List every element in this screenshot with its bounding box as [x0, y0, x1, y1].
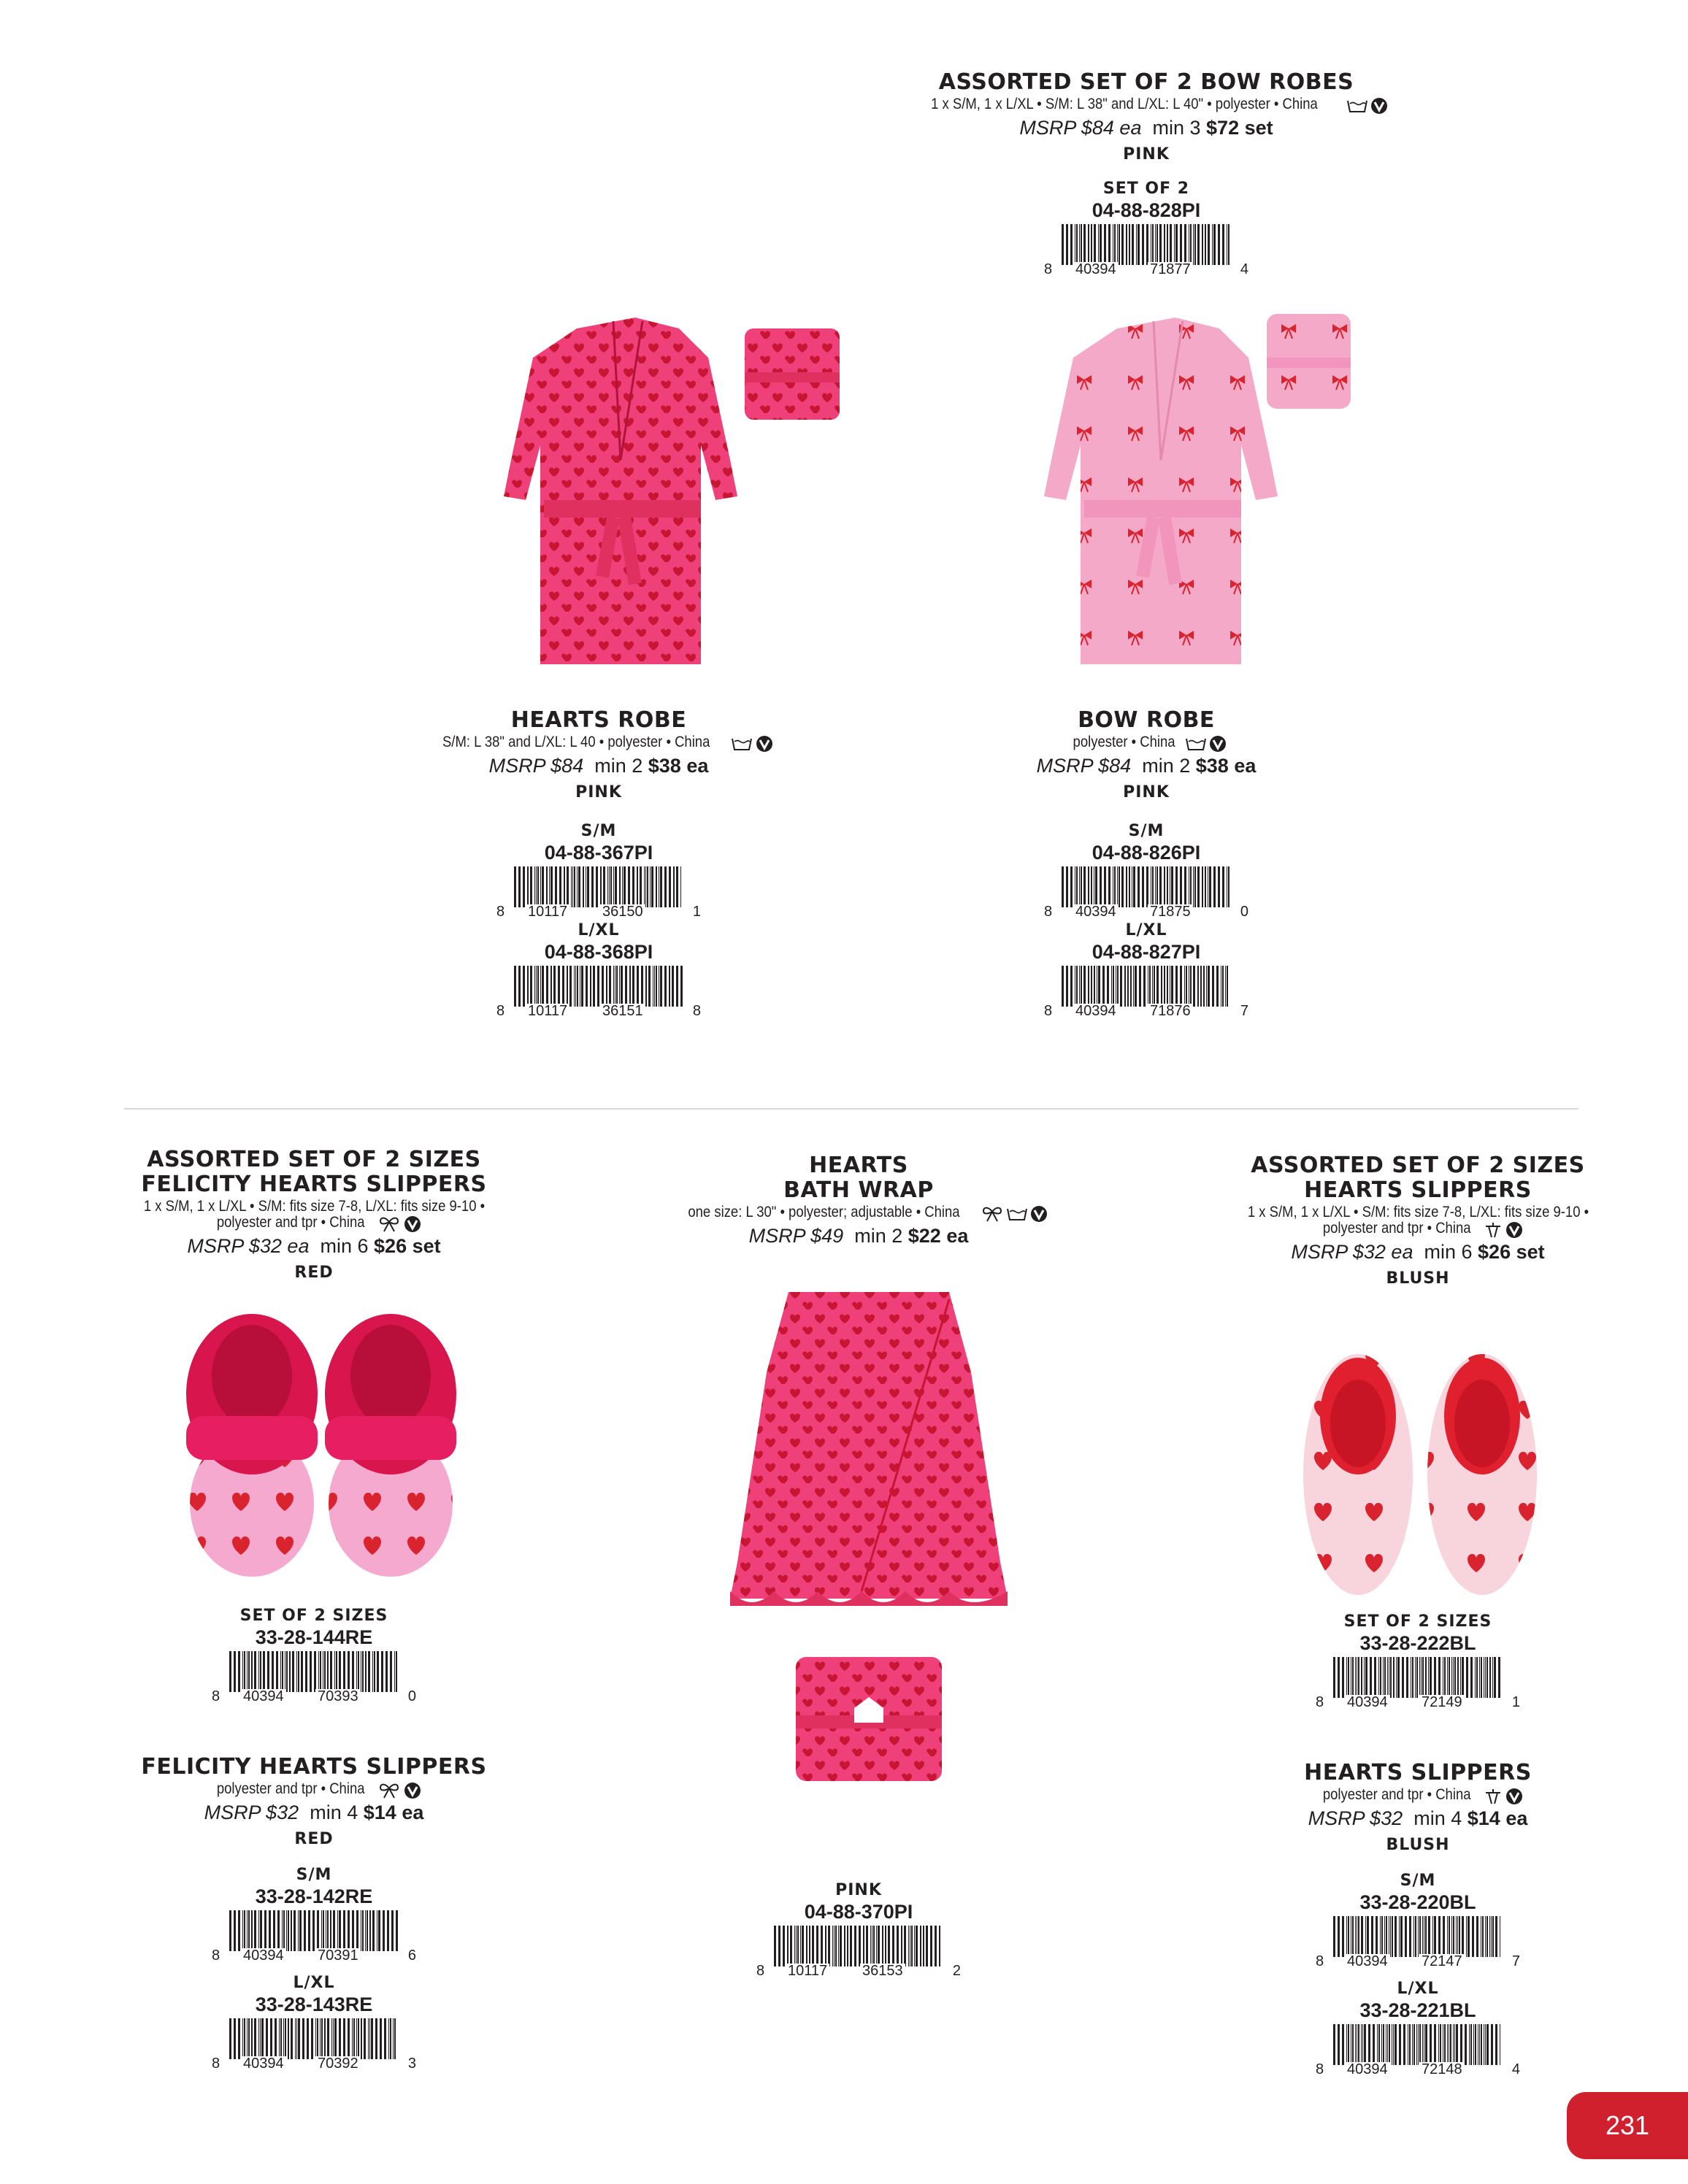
- sale-price: $38 ea: [1195, 754, 1257, 777]
- barcode-digits: 8: [1316, 1694, 1324, 1710]
- barcode-digits: 36151: [600, 1004, 645, 1018]
- barcode: [1316, 1916, 1520, 1969]
- color-label: RED: [294, 1829, 334, 1848]
- barcode-digits: 72149: [1419, 1695, 1465, 1710]
- product-title: BOW ROBE: [1078, 707, 1215, 733]
- product-felicity-single: [95, 1755, 533, 2071]
- barcode-digits: 40394: [1073, 1004, 1119, 1018]
- sku-label: L/XL: [293, 1973, 335, 1992]
- sku-label: SET OF 2: [1102, 179, 1190, 198]
- sale-price: $26 set: [1478, 1240, 1545, 1263]
- price-line: [1199, 1240, 1637, 1264]
- vegan-icon: [756, 735, 773, 753]
- barcode-digits: 71877: [1148, 262, 1193, 277]
- price-line: [95, 1234, 533, 1258]
- felicity-set-sku: [204, 1606, 423, 1704]
- color-label: RED: [294, 1263, 334, 1282]
- barcode-digits: 1: [1511, 1694, 1520, 1710]
- sku-code: 04-88-367PI: [544, 841, 653, 864]
- barcode: [1044, 966, 1248, 1018]
- barcode-digits: 72147: [1419, 1954, 1465, 1969]
- min-qty: min 4: [1413, 1807, 1462, 1829]
- min-qty: min 4: [310, 1801, 358, 1823]
- product-specs-line2: polyester and tpr • China: [217, 1214, 365, 1231]
- product-title: ASSORTED SET OF 2 SIZES: [1251, 1153, 1585, 1178]
- barcode-digits: 8: [212, 1947, 220, 1964]
- product-specs: 1 x S/M, 1 x L/XL • S/M: L 38" and L/XL: L 40" • polyester • China: [930, 96, 1318, 112]
- barcode-digits: 8: [1044, 261, 1053, 277]
- price-line: [640, 1224, 1078, 1247]
- barcode-digits: 40394: [1073, 904, 1119, 919]
- product-bow-robe: [927, 708, 1365, 1018]
- barcode-bars: [1060, 224, 1232, 265]
- barcode-bars: [513, 966, 685, 1007]
- min-qty: min 2: [854, 1224, 903, 1247]
- barcode-digits: 36150: [600, 904, 645, 919]
- product-specs: polyester and tpr • China: [1323, 1786, 1471, 1803]
- sku-label: L/XL: [578, 920, 620, 939]
- barcode: [1316, 1657, 1520, 1710]
- color-label: PINK: [1123, 783, 1170, 801]
- product-hearts-robe: [350, 708, 847, 1018]
- msrp: MSRP $84: [488, 754, 584, 777]
- product-title: FELICITY HEARTS SLIPPERS: [141, 1754, 487, 1780]
- barcode-digits: 7: [1511, 1953, 1520, 1969]
- product-bow-robes-set: [854, 70, 1438, 277]
- barcode-digits: 71876: [1148, 1004, 1193, 1018]
- price-line: [1199, 1807, 1637, 1830]
- barcode-digits: 10117: [526, 904, 569, 919]
- barcode-bars: [1060, 966, 1232, 1007]
- barcode-digits: 8: [212, 1688, 220, 1704]
- barcode-digits: 10117: [786, 1964, 829, 1978]
- barcode-digits: 7: [1240, 1002, 1248, 1019]
- sku-code: 04-88-826PI: [1092, 841, 1201, 864]
- product-felicity-set: [95, 1147, 533, 1284]
- barcode-digits: 10117: [526, 1004, 569, 1018]
- barcode-digits: 70393: [315, 1689, 361, 1704]
- sku-label: L/XL: [1397, 1979, 1439, 1998]
- color-label: BLUSH: [1386, 1269, 1450, 1288]
- vegan-icon: [404, 1215, 421, 1233]
- product-title-line2: FELICITY HEARTS SLIPPERS: [141, 1172, 487, 1197]
- barcode-digits: 70392: [315, 2056, 361, 2071]
- barcode: [212, 2018, 416, 2071]
- barcode-digits: 3: [407, 2055, 416, 2072]
- price-line: [350, 754, 847, 777]
- barcode-digits: 4: [1240, 261, 1248, 277]
- barcode-digits: 0: [407, 1688, 416, 1704]
- msrp: MSRP $32: [204, 1801, 299, 1823]
- sku-code: 04-88-368PI: [544, 940, 653, 963]
- barcode-digits: 71875: [1148, 904, 1193, 919]
- vegan-icon: [1209, 735, 1227, 753]
- barcode-digits: 0: [1240, 903, 1248, 920]
- felicity-slippers-photo: [175, 1307, 467, 1584]
- msrp: MSRP $49: [748, 1224, 844, 1247]
- barcode-digits: 8: [1316, 2061, 1324, 2077]
- product-title: HEARTS: [809, 1153, 908, 1178]
- barcode-digits: 40394: [241, 1689, 286, 1704]
- product-title: ASSORTED SET OF 2 SIZES: [147, 1147, 481, 1172]
- product-bath-wrap: [640, 1153, 1078, 1247]
- barcode-digits: 2: [952, 1963, 961, 1979]
- product-specs: polyester • China: [1073, 734, 1175, 750]
- product-specs: 1 x S/M, 1 x L/XL • S/M: fits size 7-8, L/XL: fits size 9-10 •: [1247, 1204, 1589, 1220]
- min-qty: min 2: [594, 754, 643, 777]
- barcode-bars: [1332, 1657, 1504, 1698]
- product-specs-line2: polyester and tpr • China: [1323, 1220, 1471, 1237]
- spot-clean-icon: [1484, 1788, 1502, 1805]
- min-qty: min 3: [1152, 116, 1201, 139]
- barcode-bars: [772, 1926, 945, 1966]
- product-title: HEARTS ROBE: [510, 707, 687, 733]
- barcode-bars: [1332, 2024, 1504, 2065]
- sale-price: $14 ea: [363, 1801, 424, 1823]
- sku-code: 33-28-220BL: [1359, 1891, 1476, 1913]
- product-title-line2: HEARTS SLIPPERS: [1304, 1177, 1532, 1203]
- barcode-bars: [228, 2018, 400, 2059]
- ribbon-icon: [378, 1782, 400, 1799]
- barcode-digits: 40394: [1345, 1695, 1390, 1710]
- barcode-digits: 8: [1044, 903, 1053, 920]
- bow-robe-photo: [1008, 307, 1387, 679]
- sale-price: $14 ea: [1467, 1807, 1528, 1829]
- hearts-set-sku: [1308, 1612, 1527, 1710]
- sale-price: $26 set: [374, 1234, 441, 1257]
- barcode-digits: 40394: [1345, 1954, 1390, 1969]
- hand-wash-icon: [1186, 737, 1206, 751]
- sale-price: $72 set: [1206, 116, 1273, 139]
- sale-price: $22 ea: [908, 1224, 969, 1247]
- barcode-digits: 6: [407, 1947, 416, 1964]
- min-qty: min 2: [1142, 754, 1191, 777]
- sku-code: 04-88-828PI: [1092, 199, 1201, 221]
- sku-code: 04-88-827PI: [1092, 940, 1201, 963]
- barcode-digits: 72148: [1419, 2062, 1465, 2077]
- barcode-digits: 36153: [860, 1964, 905, 1978]
- barcode-digits: 8: [1044, 1002, 1053, 1019]
- barcode-bars: [228, 1910, 400, 1951]
- page-number: 231: [1567, 2092, 1688, 2159]
- barcode-digits: 4: [1511, 2061, 1520, 2077]
- barcode-digits: 8: [692, 1002, 701, 1019]
- hand-wash-icon: [732, 737, 752, 751]
- sku-label: S/M: [1128, 821, 1165, 840]
- barcode: [212, 1910, 416, 1963]
- sku-label: S/M: [296, 1865, 332, 1884]
- sku-code: 33-28-222BL: [1359, 1632, 1476, 1654]
- barcode-digits: 70391: [315, 1948, 361, 1963]
- barcode: [496, 866, 701, 919]
- barcode-digits: 8: [496, 903, 505, 920]
- product-specs: polyester and tpr • China: [217, 1780, 365, 1797]
- msrp: MSRP $32 ea: [187, 1234, 310, 1257]
- barcode-digits: 40394: [241, 2056, 286, 2071]
- bath-wrap-photo: [708, 1285, 1029, 1796]
- barcode-bars: [513, 866, 685, 907]
- sku-code: 33-28-221BL: [1359, 1999, 1476, 2021]
- price-line: [927, 754, 1365, 777]
- color-label: PINK: [575, 783, 622, 801]
- sku-label: S/M: [580, 821, 617, 840]
- sku-label: SET OF 2 SIZES: [239, 1607, 388, 1625]
- msrp: MSRP $84: [1036, 754, 1132, 777]
- product-hearts-set: [1199, 1153, 1637, 1290]
- msrp: MSRP $32 ea: [1291, 1240, 1413, 1263]
- hearts-robe-photo: [467, 314, 862, 679]
- product-specs: 1 x S/M, 1 x L/XL • S/M: fits size 7-8, L/XL: fits size 9-10 •: [143, 1198, 485, 1215]
- sku-label: PINK: [835, 1881, 882, 1899]
- price-line: [854, 116, 1438, 139]
- barcode-digits: 8: [1316, 1953, 1324, 1969]
- sku-code: 33-28-142RE: [255, 1885, 373, 1907]
- barcode-digits: 40394: [241, 1948, 286, 1963]
- price-line: [95, 1801, 533, 1824]
- product-title: ASSORTED SET OF 2 BOW ROBES: [938, 69, 1354, 95]
- barcode: [1316, 2024, 1520, 2077]
- hand-wash-icon: [1007, 1207, 1027, 1221]
- msrp: MSRP $84 ea: [1019, 116, 1142, 139]
- product-specs: S/M: L 38" and L/XL: L 40 • polyester • China: [442, 734, 710, 750]
- sku-label: S/M: [1400, 1871, 1436, 1890]
- barcode: [1044, 866, 1248, 919]
- product-specs: one size: L 30" • polyester; adjustable • China: [688, 1204, 960, 1220]
- barcode: [496, 966, 701, 1018]
- bath-wrap-sku: [749, 1880, 968, 1978]
- barcode: [212, 1651, 416, 1704]
- barcode-digits: 40394: [1345, 2062, 1390, 2077]
- sku-code: 33-28-144RE: [255, 1626, 373, 1648]
- barcode-digits: 40394: [1073, 262, 1119, 277]
- barcode: [1044, 224, 1248, 277]
- sku-code: 04-88-370PI: [804, 1901, 913, 1923]
- sku-label: L/XL: [1125, 920, 1167, 939]
- barcode-bars: [1332, 1916, 1504, 1957]
- min-qty: min 6: [320, 1234, 369, 1257]
- product-title-line2: BATH WRAP: [783, 1177, 934, 1203]
- hearts-slippers-photo: [1300, 1336, 1541, 1606]
- barcode-digits: 8: [756, 1963, 765, 1979]
- vegan-icon: [404, 1782, 421, 1799]
- barcode-digits: 1: [692, 903, 701, 920]
- vegan-icon: [1505, 1788, 1523, 1805]
- section-divider: [124, 1108, 1578, 1110]
- spot-clean-icon: [1484, 1221, 1502, 1239]
- hand-wash-icon: [1347, 99, 1367, 113]
- min-qty: min 6: [1424, 1240, 1473, 1263]
- product-hearts-single: [1199, 1761, 1637, 2077]
- color-label: BLUSH: [1386, 1835, 1450, 1854]
- product-title: HEARTS SLIPPERS: [1304, 1760, 1532, 1785]
- sku-code: 33-28-143RE: [255, 1993, 373, 2015]
- msrp: MSRP $32: [1308, 1807, 1403, 1829]
- color-label: PINK: [1123, 145, 1170, 164]
- barcode-digits: 8: [212, 2055, 220, 2072]
- barcode-bars: [1060, 866, 1232, 907]
- sku-label: SET OF 2 SIZES: [1343, 1612, 1492, 1631]
- barcode: [756, 1926, 961, 1978]
- barcode-digits: 8: [496, 1002, 505, 1019]
- ribbon-icon: [378, 1215, 400, 1233]
- sale-price: $38 ea: [648, 754, 709, 777]
- ribbon-icon: [981, 1205, 1003, 1223]
- vegan-icon: [1030, 1205, 1048, 1223]
- vegan-icon: [1370, 97, 1388, 115]
- barcode-bars: [228, 1651, 400, 1692]
- vegan-icon: [1505, 1221, 1523, 1239]
